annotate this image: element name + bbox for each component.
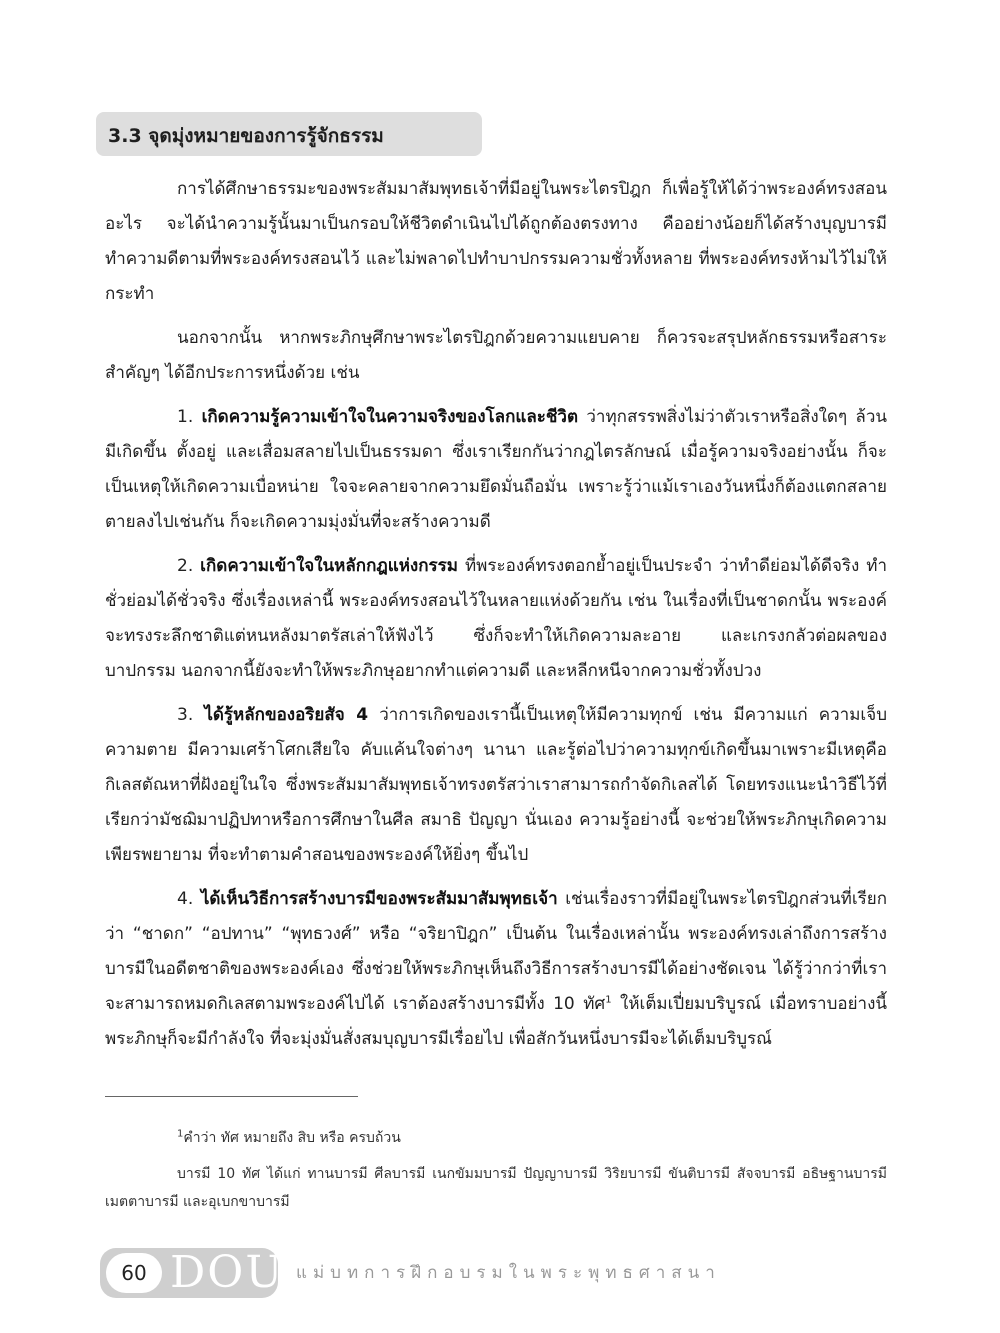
list-item-text: ว่าทุกสรรพสิ่งไม่ว่าตัวเราหรือสิ่งใดๆ ล้วนมีเกิดขึ้น ตั้งอยู่ และเสื่อมสลายไปเป็นธรรมดา ซึ่งเราเรียกกันว่ากฎไตรลักษณ์ เมื่อรู้ความจริงอย่างนั้น ก็จะเป็นเหตุให้เกิดความเบื่อหน่าย ใจจะคลายจากความยึดมั่นถือมั่น เพราะรู้ว่าแม้เราเองวันหนึ่งก็ต้องแตกสลายตายลงไปเช่นกัน ก็จะเกิดความมุ่งมั่นที่จะสร้างความดี bbox=[105, 407, 888, 532]
footnote-divider bbox=[105, 1096, 358, 1097]
list-item-text: เช่นเรื่องราวที่มีอยู่ในพระไตรปิฎกส่วนที่เรียกว่า “ชาดก” “อปทาน” “พุทธวงศ์” หรือ “จริยาปิฎก” เป็นต้น ในเรื่องเหล่านั้น พระองค์ทรงเล่าถึงการสร้างบารมีในอดีตชาติของพระองค์เอง ซึ่งช่วยให้พระภิกษุเห็นถึงวิธีการสร้างบารมีได้อย่างชัดเจน ได้รู้ว่ากว่าที่เราจะสามารถหมดกิเลสตามพระองค์ไปได้ เราต้องสร้างบารมีทั้ง 10 ทัศ bbox=[105, 889, 888, 1014]
body-text bbox=[105, 172, 887, 1066]
footnote-reference[interactable]: 1 bbox=[605, 994, 612, 1006]
list-item-number: 1. bbox=[177, 407, 194, 427]
list-item-text: ที่พระองค์ทรงตอกย้ำอยู่เป็นประจำ ว่าทำดีย่อมได้ดีจริง ทำชั่วย่อมได้ชั่วจริง ซึ่งเรื่องเหล่านี้ พระองค์ทรงสอนไว้ในหลายแห่งด้วยกัน เช่น ในเรื่องที่เป็นชาดกนั้น พระองค์จะทรงระลึกชาติแต่หนหลังมาตรัสเล่าให้ฟังไว้ ซึ่งก็จะทำให้เกิดความละอาย และเกรงกลัวต่อผลของบาปกรรม นอกจากนี้ยังจะทำให้พระภิกษุอยากทำแต่ความดี และหลีกหนีจากความชั่วทั้งปวง bbox=[105, 556, 888, 681]
section-title: 3.3 จุดมุ่งหมายของการรู้จักธรรม bbox=[108, 125, 384, 147]
paragraph-intro: การได้ศึกษาธรรมะของพระสัมมาสัมพุทธเจ้าที่มีอยู่ในพระไตรปิฎก ก็เพื่อรู้ให้ได้ว่าพระองค์ทรงสอนอะไร จะได้นำความรู้นั้นมาเป็นกรอบให้ชีวิตดำเนินไปได้ถูกต้องตรงทาง คืออย่างน้อยก็ได้สร้างบุญบารมี ทำความดีตามที่พระองค์ทรงสอนไว้ และไม่พลาดไปทำบาปกรรมความชั่วทั้งหลาย ที่พระองค์ทรงห้ามไว้ไม่ให้กระทำ bbox=[105, 179, 887, 304]
footnote-text: คำว่า ทัศ หมายถึง สิบ หรือ ครบถ้วน bbox=[183, 1130, 401, 1146]
list-item-text: ว่าการเกิดของเรานี้เป็นเหตุให้มีความทุกข์ เช่น มีความแก่ ความเจ็บ ความตาย มีความเศร้าโศกเสียใจ คับแค้นใจต่างๆ นานา และรู้ต่อไปว่าความทุกข์เกิดขึ้นมาเพราะมีเหตุคือกิเลสตัณหาที่ฝังอยู่ในใจ ซึ่งพระสัมมาสัมพุทธเจ้าทรงตรัสว่าเราสามารถกำจัดกิเลสได้ โดยทรงแนะนำวิธีไว้ที่เรียกว่ามัชฌิมาปฏิปทาหรือการศึกษาในศีล สมาธิ ปัญญา นั่นเอง ความรู้อย่างนี้ จะช่วยให้พระภิกษุเกิดความเพียรพยายาม ที่จะทำตามคำสอนของพระองค์ให้ยิ่งๆ ขึ้นไป bbox=[105, 705, 887, 865]
list-item-number: 2. bbox=[177, 556, 194, 576]
list-item-1 bbox=[105, 400, 887, 540]
page-number: 60 bbox=[106, 1253, 162, 1293]
footnote-marker: 1 bbox=[177, 1128, 184, 1140]
list-item-number: 4. bbox=[177, 889, 194, 909]
dou-logo: DOU bbox=[170, 1247, 285, 1298]
list-item-text-continued: ให้เต็มเปี่ยมบริบูรณ์ เมื่อทราบอย่างนี้ พระภิกษุก็จะมีกำลังใจ ที่จะมุ่งมั่นสั่งสมบุญบารมีเรื่อยไป เพื่อสักวันหนึ่งบารมีจะได้เต็มบริบูรณ์ bbox=[105, 994, 887, 1049]
list-item-heading: ได้รู้หลักของอริยสัจ 4 bbox=[204, 705, 369, 725]
list-item-heading: เกิดความรู้ความเข้าใจในความจริงของโลกและชีวิต bbox=[201, 407, 579, 427]
footnote-2: บารมี 10 ทัศ ได้แก่ ทานบารมี ศีลบารมี เนกขัมมบารมี ปัญญาบารมี วิริยบารมี ขันติบารมี สัจจบารมี อธิษฐานบารมี เมตตาบารมี และอุเบกขาบารมี bbox=[105, 1166, 887, 1210]
list-item-2 bbox=[105, 549, 887, 689]
footnote-1 bbox=[105, 1124, 887, 1152]
list-item-heading: ได้เห็นวิธีการสร้างบารมีของพระสัมมาสัมพุทธเจ้า bbox=[200, 889, 558, 909]
list-item-heading: เกิดความเข้าใจในหลักกฎแห่งกรรม bbox=[200, 556, 458, 576]
book-title: แม่บทการฝึกอบรมในพระพุทธศาสนา bbox=[296, 1263, 721, 1283]
list-item-4 bbox=[105, 882, 887, 1057]
footnotes bbox=[105, 1124, 887, 1224]
paragraph-summary-lead: นอกจากนั้น หากพระภิกษุศึกษาพระไตรปิฎกด้วยความแยบคาย ก็ควรจะสรุปหลักธรรมหรือสาระสำคัญๆ ได้อีกประการหนึ่งด้วย เช่น bbox=[105, 328, 887, 383]
list-item-3 bbox=[105, 698, 887, 873]
list-item-number: 3. bbox=[177, 705, 194, 725]
